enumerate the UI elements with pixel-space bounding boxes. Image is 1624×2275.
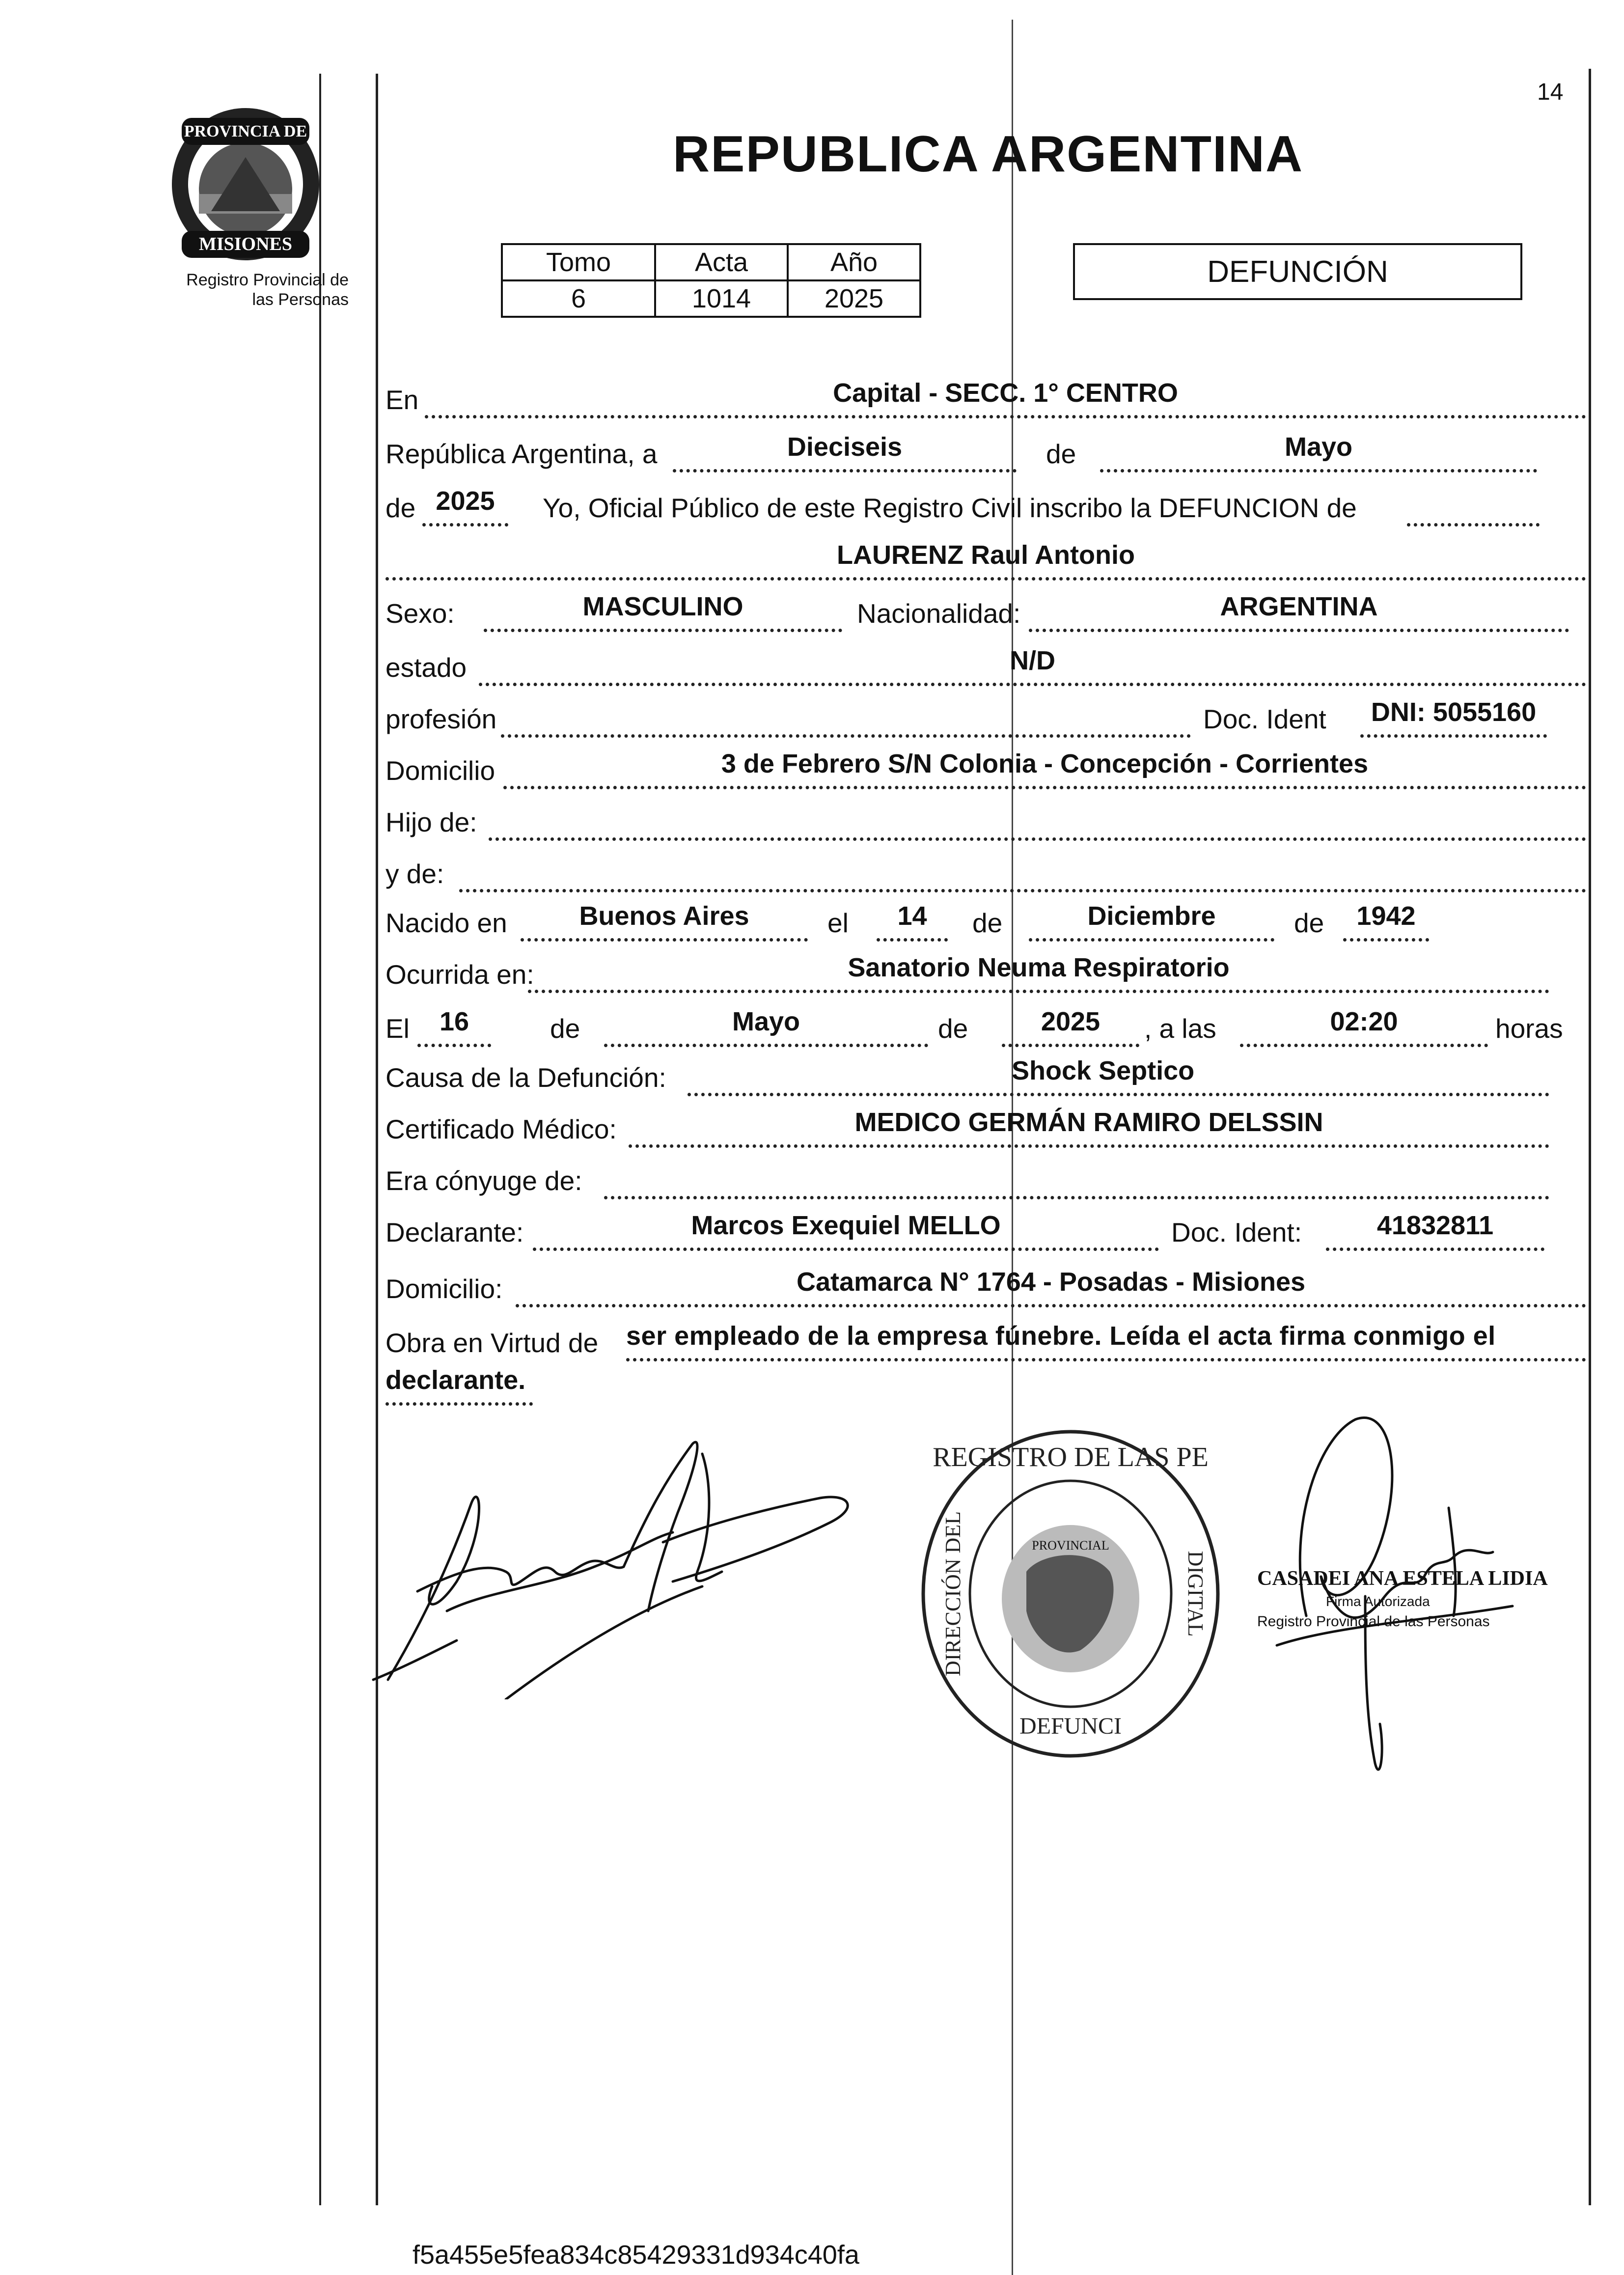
svg-text:MISIONES: MISIONES (198, 234, 293, 254)
tomo-header: Tomo (502, 244, 655, 280)
row-ocurrida: Ocurrida en: Sanatorio Neuma Respiratorio (385, 943, 1584, 993)
certificado-field: MEDICO GERMÁN RAMIRO DELSSIN (629, 1101, 1549, 1148)
svg-text:DIGITAL: DIGITAL (1184, 1551, 1208, 1637)
row-fecha: República Argentina, a Dieciseis de Mayo (385, 422, 1584, 472)
row-certificado: Certificado Médico: MEDICO GERMÁN RAMIRO DELSSIN (385, 1098, 1584, 1148)
nacionalidad-field: ARGENTINA (1029, 585, 1569, 632)
row-oficial: de 2025 Yo, Oficial Público de este Registro Civil inscribo la DEFUNCION de (385, 476, 1584, 527)
row-profesion: profesión Doc. Ident DNI: 5055160 (385, 688, 1584, 738)
svg-text:REGISTRO DE LAS PE: REGISTRO DE LAS PE (933, 1442, 1209, 1472)
conyuge-field (604, 1153, 1549, 1199)
official-name-stamp: CASADEI ANA ESTELA LIDIA (1257, 1567, 1548, 1590)
hijo-field (489, 794, 1586, 841)
document-type-box: DEFUNCIÓN (1073, 243, 1522, 300)
domicilio-field: 3 de Febrero S/N Colonia - Concepción - Corrientes (503, 743, 1586, 789)
row-obra: Obra en Virtud de ser empleado de la empresa fúnebre. Leída el acta firma conmigo el (385, 1311, 1584, 1361)
estado-field: N/D (479, 639, 1586, 686)
def-hora-field: 02:20 (1240, 1000, 1488, 1047)
page-number: 14 (1537, 79, 1564, 105)
nombre-field: LAURENZ Raul Antonio (385, 534, 1586, 581)
provincia-misiones-seal-icon (162, 98, 329, 265)
declarante-signature-icon (358, 1424, 879, 1699)
row-conyuge: Era cónyuge de: (385, 1149, 1584, 1199)
row-sexo: Sexo: MASCULINO Nacionalidad: ARGENTINA (385, 582, 1584, 632)
ocurrida-field: Sanatorio Neuma Respiratorio (528, 946, 1549, 993)
sexo-field: MASCULINO (484, 585, 842, 632)
anio-value: 2025 (788, 280, 920, 317)
obra-field-2: declarante. (385, 1359, 533, 1406)
y-de-field (459, 846, 1586, 892)
declarante-doc-field: 41832811 (1326, 1204, 1544, 1251)
row-domicilio: Domicilio 3 de Febrero S/N Colonia - Concepción - Corrientes (385, 739, 1584, 789)
declarante-field: Marcos Exequiel MELLO (533, 1204, 1159, 1251)
official-office-stamp: Registro Provincial de las Personas (1257, 1613, 1490, 1630)
def-anio-field: 2025 (1002, 1000, 1139, 1047)
row-nombre (385, 530, 1584, 581)
page-title: REPUBLICA ARGENTINA (673, 126, 1304, 183)
nac-mes-field: Diciembre (1029, 895, 1274, 942)
row-estado: estado N/D (385, 636, 1584, 686)
domicilio-declarante-field: Catamarca N° 1764 - Posadas - Misiones (516, 1261, 1586, 1307)
row-obra-2 (385, 1356, 1584, 1406)
svg-text:PROVINCIA DE: PROVINCIA DE (184, 122, 307, 140)
profesion-field (501, 691, 1191, 738)
anio-field: 2025 (422, 480, 508, 527)
left-margin-line (319, 74, 321, 2205)
anio-header: Año (788, 244, 920, 280)
row-declarante: Declarante: Marcos Exequiel MELLO Doc. Ident: 41832811 (385, 1201, 1584, 1251)
doc-ident-field: DNI: 5055160 (1360, 691, 1547, 738)
row-domicilio-declarante: Domicilio: Catamarca N° 1764 - Posadas - Misiones (385, 1257, 1584, 1307)
row-nacido: Nacido en Buenos Aires el 14 de Diciembre de 1942 (385, 891, 1584, 942)
en-field: Capital - SECC. 1° CENTRO (425, 372, 1586, 418)
svg-text:DIRECCIÓN DEL: DIRECCIÓN DEL (941, 1511, 965, 1677)
registry-table (501, 243, 921, 318)
svg-text:PROVINCIAL: PROVINCIAL (1032, 1538, 1109, 1553)
logo-caption: Registro Provincial de las Personas (186, 271, 349, 309)
dia-field: Dieciseis (673, 426, 1017, 472)
nacido-en-field: Buenos Aires (521, 895, 808, 942)
def-mes-field: Mayo (604, 1000, 928, 1047)
nac-anio-field: 1942 (1343, 895, 1429, 942)
mes-field: Mayo (1100, 426, 1537, 472)
nac-dia-field: 14 (877, 895, 948, 942)
svg-text:DEFUNCI: DEFUNCI (1019, 1713, 1122, 1739)
obra-field: ser empleado de la empresa fúnebre. Leída el acta firma conmigo el (626, 1315, 1586, 1361)
acta-value: 1014 (655, 280, 788, 317)
form-left-border (376, 74, 378, 2205)
def-dia-field: 16 (417, 1000, 491, 1047)
tomo-value: 6 (502, 280, 655, 317)
acta-header: Acta (655, 244, 788, 280)
registro-defuncion-stamp-icon (913, 1424, 1228, 1763)
row-y-de: y de: (385, 842, 1584, 892)
causa-field: Shock Septico (688, 1050, 1549, 1096)
official-role-stamp: Firma Autorizada (1326, 1594, 1430, 1609)
row-hijo: Hijo de: (385, 791, 1584, 841)
document-hash: f5a455e5fea834c85429331d934c40fa (413, 2240, 859, 2270)
row-fecha-defuncion: El 16 de Mayo de 2025 , a las 02:20 horas (385, 997, 1584, 1047)
form-right-border (1589, 69, 1591, 2205)
row-causa: Causa de la Defunción: Shock Septico (385, 1046, 1584, 1096)
defuncion-de-field (1407, 480, 1540, 527)
row-en: En Capital - SECC. 1° CENTRO (385, 368, 1584, 418)
